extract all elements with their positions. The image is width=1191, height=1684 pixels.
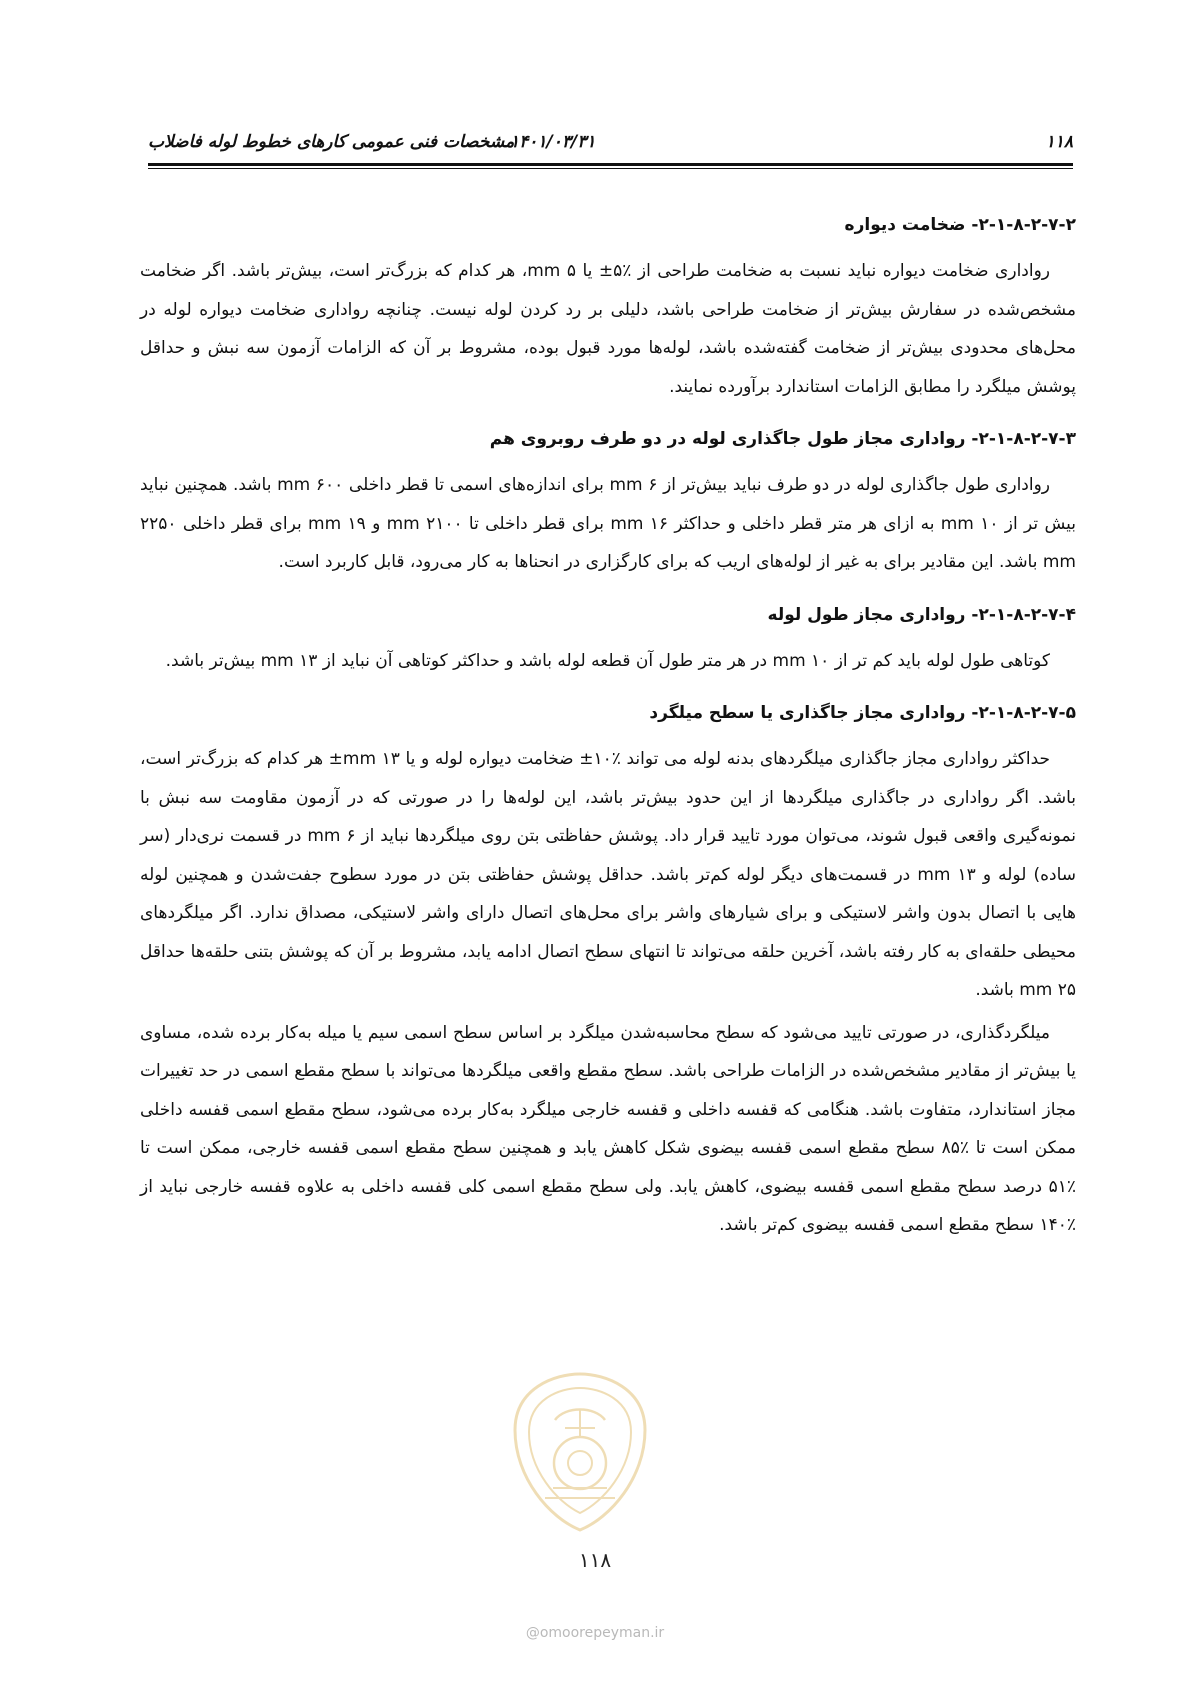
paragraph: رواداری ضخامت دیواره نباید نسبت به ضخامت طراحی از ٪۵± یا ۵ mm، هر کدام که بزرگ‌تر است، بیش‌تر باشد. اگر ضخامت مشخص‌شده در سفارش بیش‌تر از ضخامت طراحی باشد، دلیلی بر رد کردن لوله نیست. چنانچه رواداری ضخامت دیواره لوله در محل‌های محدودی بیش‌تر از ضخامت گفته‌شده باشد، لوله‌ها مورد قبول بوده، مشروط بر آن که الزامات آزمون سه نبش و حداقل پوشش میلگرد را مطابق الزامات استاندارد برآورده نمایند.	[140, 261, 1076, 397]
section-heading: ۲-۱-۸-۲-۷-۵- رواداری مجاز جاگذاری یا سطح میلگرد	[649, 703, 1076, 723]
header-date: ۱۴۰۱/۰۳/۳۱	[510, 132, 596, 152]
section-reinforcement	[140, 698, 1076, 1245]
paragraph: میلگردگذاری، در صورتی تایید می‌شود که سطح محاسبه‌شدن میلگرد بر اساس سطح اسمی سیم یا میله به‌کار برده شده، مساوی یا بیش‌تر از مقادیر مشخص‌شده در الزامات طراحی باشد. سطح مقطع واقعی میلگردها می‌تواند با سطح مقطع اسمی در حد تغییرات مجاز استاندارد، متفاوت باشد. هنگامی که قفسه داخلی و قفسه خارجی میلگرد به‌کار برده می‌شود، سطح مقطع اسمی قفسه داخلی ممکن است تا ٪۸۵ سطح مقطع اسمی قفسه بیضوی شکل کاهش یابد و همچنین سطح مقطع اسمی قفسه خارجی، ممکن است تا ٪۵۱ درصد سطح مقطع اسمی قفسه بیضوی، کاهش یابد. ولی سطح مقطع اسمی کلی قفسه داخلی به علاوه قفسه خارجی نباید از ٪۱۴۰ سطح مقطع اسمی قفسه بیضوی کم‌تر باشد.	[140, 1022, 1077, 1235]
page-number: ۱۱۸	[578, 1548, 612, 1572]
header-page-number: ۱۱۸	[1045, 132, 1073, 152]
paragraph: حداکثر رواداری مجاز جاگذاری میلگردهای بدنه لوله می تواند ٪۱۰± ضخامت دیواره لوله و یا ۱۳ mm± هر کدام که بزرگ‌تر است، باشد. اگر رواداری در جاگذاری میلگردها از این حدود بیش‌تر باشد، این لوله‌ها را در صورتی که در آزمون مقاومت سه نبش با نمونه‌گیری واقعی قبول شوند، می‌توان مورد تایید قرار داد. پوشش حفاظتی بتن روی میلگردها نباید از ۶ mm در قسمت نری‌دار (سر ساده) لوله و ۱۳ mm در قسمت‌های دیگر لوله کم‌تر باشد. حداقل پوشش حفاظتی بتن در مورد سطوح جفت‌شدن و همچنین لوله هایی با اتصال بدون واشر لاستیکی و برای شیارهای واشر برای محل‌های اتصال دارای واشر لاستیکی، مصداق ندارد. اگر میلگردهای محیطی حلقه‌ای به کار رفته باشد، آخرین حلقه می‌تواند تا انتهای سطح اتصال ادامه یابد، مشروط بر آن که پوشش بتنی حلقه‌ها حداقل ۲۵ mm باشد.	[140, 749, 1077, 1000]
section-heading: ۲-۱-۸-۲-۷-۲- ضخامت دیواره	[844, 215, 1076, 235]
header-title: مشخصات فنی عمومی کارهای خطوط لوله فاضلاب	[148, 132, 515, 152]
omoore-peyman-seal-icon	[505, 1368, 655, 1536]
site-watermark: @omoorepeyman.ir	[525, 1625, 665, 1641]
section-heading: ۲-۱-۸-۲-۷-۳- رواداری مجاز طول جاگذاری لوله در دو طرف روبروی هم	[489, 429, 1076, 449]
section-wall-thickness	[140, 210, 1076, 406]
paragraph: رواداری طول جاگذاری لوله در دو طرف نباید بیش‌تر از ۶ mm برای اندازه‌های اسمی تا قطر داخلی ۶۰۰ mm باشد. همچنین نباید بیش تر از ۱۰ mm به ازای هر متر قطر داخلی و حداکثر ۱۶ mm برای قطر داخلی تا ۲۱۰۰ mm و ۱۹ mm برای قطر داخلی ۲۲۵۰ mm باشد. این مقادیر برای به غیر از لوله‌های اریب که برای کارگزاری در انحناها به کار می‌رود، قابل کاربرد است.	[140, 475, 1077, 572]
section-insertion-length	[140, 424, 1076, 582]
header-rule-thick	[148, 163, 1073, 166]
main-content	[140, 210, 1076, 1263]
section-pipe-length	[140, 600, 1076, 681]
paragraph: کوتاهی طول لوله باید کم تر از ۱۰ mm در هر متر طول آن قطعه لوله باشد و حداکثر کوتاهی آن نباید از ۱۳ mm بیش‌تر باشد.	[165, 650, 1050, 671]
running-header	[148, 128, 1073, 158]
header-rule-thin	[148, 168, 1073, 169]
section-heading: ۲-۱-۸-۲-۷-۴- رواداری مجاز طول لوله	[767, 604, 1076, 625]
